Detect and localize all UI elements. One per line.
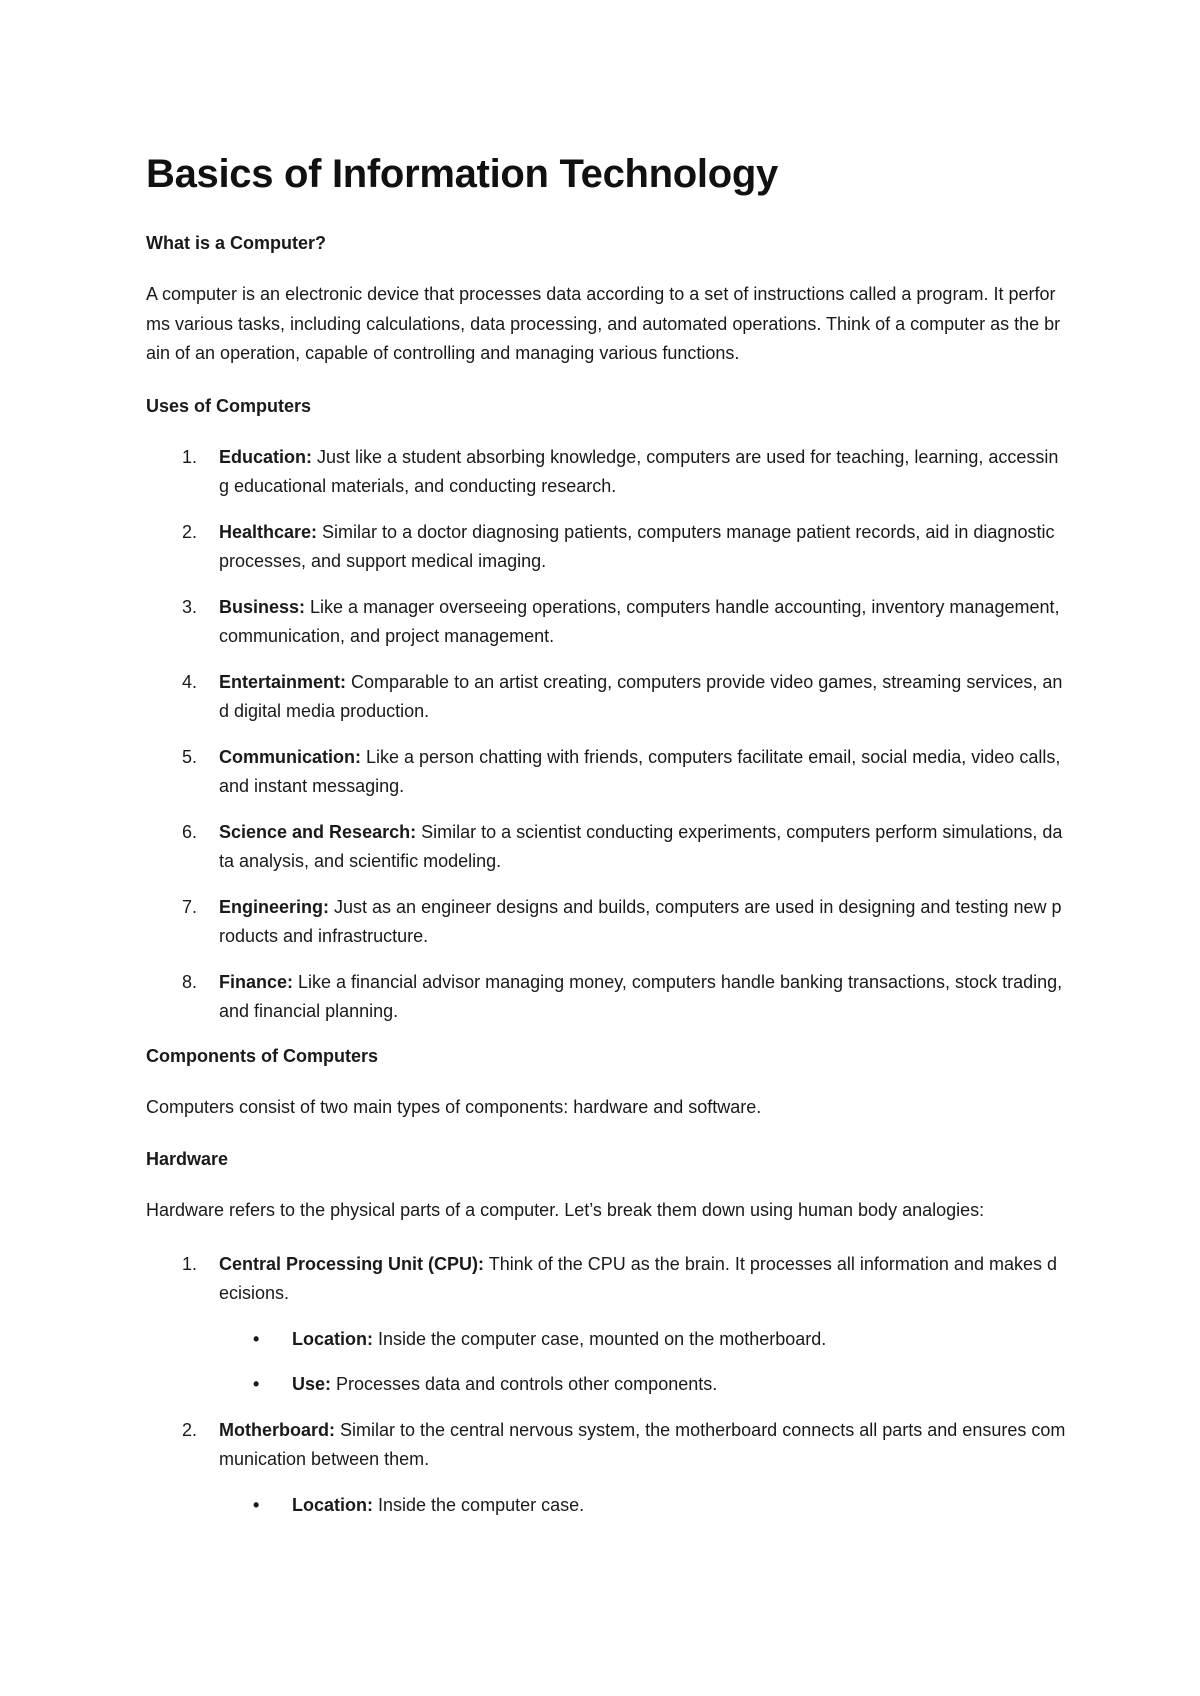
list-term: Motherboard: — [219, 1419, 335, 1440]
list-number: 6. — [182, 821, 198, 842]
list-number: 4. — [182, 671, 198, 692]
uses-list-item — [146, 893, 1066, 952]
document-page — [146, 148, 1066, 1536]
list-term: Education: — [219, 446, 312, 467]
bullet-icon: • — [253, 1374, 260, 1394]
list-text: Comparable to an artist creating, computers provide video games, streaming services, and digital media production. — [219, 671, 1063, 721]
list-number: 8. — [182, 971, 198, 992]
bullet-list — [219, 1491, 1066, 1521]
list-number: 2. — [182, 1419, 198, 1440]
paragraph-what-is-computer: A computer is an electronic device that processes data according to a set of instructions called a program. It performs various tasks, including calculations, data processing, and automated operations. Think of a computer as the brain of an operation, capable of controlling and managing various functions. — [146, 284, 1061, 363]
list-number: 1. — [182, 1253, 198, 1274]
uses-list-item — [146, 743, 1066, 802]
list-term: Communication: — [219, 746, 361, 767]
heading-what-is-computer: What is a Computer? — [146, 233, 327, 253]
list-term: Science and Research: — [219, 821, 417, 842]
bullet-item — [219, 1370, 1066, 1400]
hardware-list-item — [146, 1250, 1066, 1400]
paragraph-components: Computers consist of two main types of components: hardware and software. — [146, 1096, 762, 1117]
bullet-term: Location: — [292, 1328, 373, 1349]
bullet-list — [219, 1325, 1066, 1400]
list-term: Finance: — [219, 971, 294, 992]
bullet-text: Inside the computer case, mounted on the motherboard. — [373, 1328, 827, 1349]
bullet-icon: • — [253, 1328, 260, 1349]
uses-list-item — [146, 593, 1066, 652]
uses-list-item — [146, 668, 1066, 727]
uses-list-item — [146, 443, 1066, 502]
uses-list-item — [146, 968, 1066, 1027]
bullet-icon: • — [253, 1494, 260, 1515]
uses-list-item — [146, 518, 1066, 577]
bullet-item — [219, 1325, 1066, 1355]
bullet-text: Processes data and controls other components. — [331, 1374, 718, 1394]
list-term: Healthcare: — [219, 521, 318, 542]
list-text: Similar to a doctor diagnosing patients, computers manage patient records, aid in diagnostic processes, and support medical imaging. — [219, 521, 1055, 571]
list-text: Just as an engineer designs and builds, computers are used in designing and testing new products and infrastructure. — [219, 896, 1062, 946]
document-title: Basics of Information Technology — [146, 152, 778, 196]
heading-uses-of-computers: Uses of Computers — [146, 395, 312, 416]
list-text: Like a financial advisor managing money, computers handle banking transactions, stock trading, and financial planning. — [219, 971, 1063, 1021]
list-text: Just like a student absorbing knowledge, computers are used for teaching, learning, accessing educational materials, and conducting research. — [219, 446, 1059, 496]
hardware-list — [146, 1250, 1066, 1521]
list-number: 3. — [182, 596, 198, 617]
bullet-text: Inside the computer case. — [373, 1494, 585, 1515]
list-term: Entertainment: — [219, 671, 347, 692]
list-number: 7. — [182, 896, 198, 917]
heading-hardware: Hardware — [146, 1149, 229, 1169]
hardware-list-item — [146, 1416, 1066, 1521]
list-term: Business: — [219, 596, 306, 617]
list-text: Think of the CPU as the brain. It processes all information and makes decisions. — [219, 1253, 1057, 1303]
heading-components-of-computers: Components of Computers — [146, 1045, 378, 1066]
bullet-term: Location: — [292, 1494, 373, 1515]
list-term: Central Processing Unit (CPU): — [219, 1253, 485, 1274]
uses-list — [146, 443, 1066, 1027]
list-number: 5. — [182, 746, 198, 767]
list-number: 1. — [182, 446, 198, 467]
list-text: Similar to a scientist conducting experiments, computers perform simulations, data analysis, and scientific modeling. — [219, 821, 1063, 871]
bullet-item — [219, 1491, 1066, 1521]
bullet-term: Use: — [292, 1374, 332, 1394]
list-text: Like a manager overseeing operations, computers handle accounting, inventory management, communication, and project management. — [219, 596, 1060, 646]
list-text: Like a person chatting with friends, computers facilitate email, social media, video calls, and instant messaging. — [219, 746, 1061, 796]
uses-list-item — [146, 818, 1066, 877]
list-number: 2. — [182, 521, 198, 542]
list-text: Similar to the central nervous system, the motherboard connects all parts and ensures communication between them. — [219, 1419, 1066, 1469]
paragraph-hardware: Hardware refers to the physical parts of a computer. Let’s break them down using human body analogies: — [146, 1200, 985, 1220]
list-term: Engineering: — [219, 896, 330, 917]
